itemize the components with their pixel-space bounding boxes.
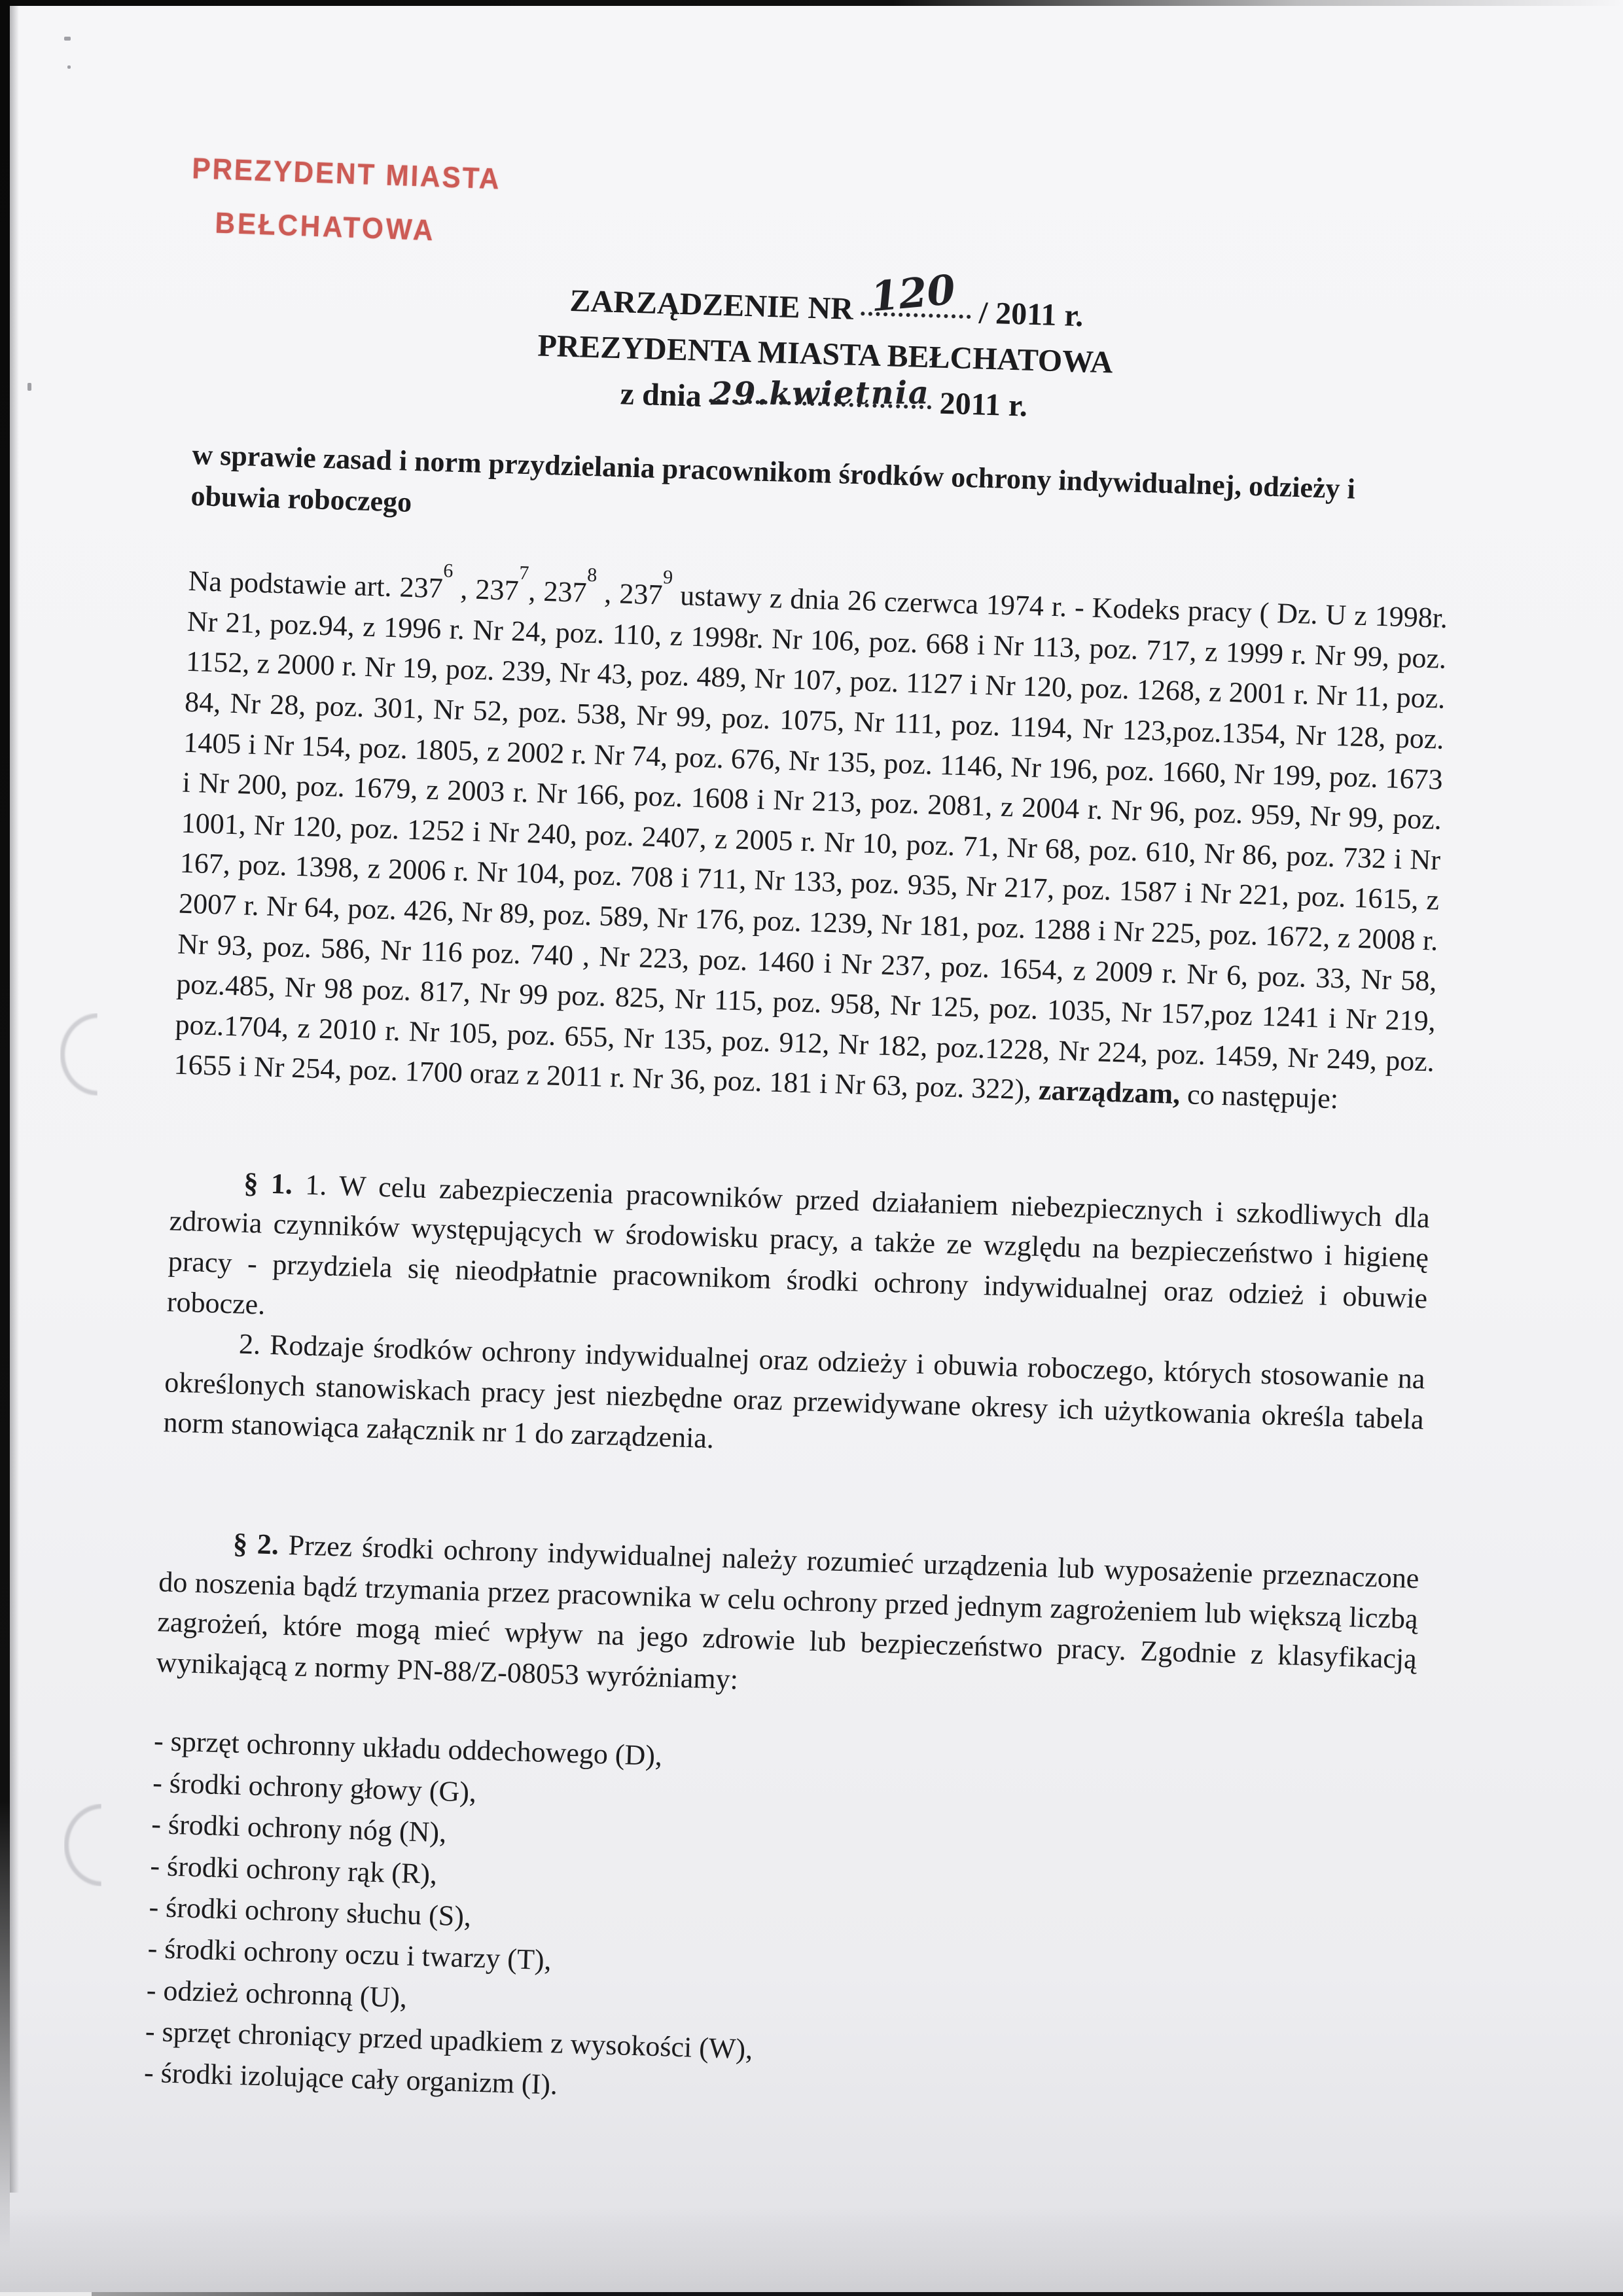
list-item: - środki ochrony rąk (R), xyxy=(149,1849,438,1890)
date-suffix: 2011 r. xyxy=(938,386,1028,423)
section-2-marker: § 2. xyxy=(232,1527,279,1561)
list-item: - środki ochrony nóg (N), xyxy=(151,1808,447,1849)
list-item: - środki ochrony głowy (G), xyxy=(152,1766,477,1808)
list-item: - środki ochrony oczu i twarzy (T), xyxy=(147,1932,552,1977)
list-item: - środki izolujące cały organizm (I). xyxy=(143,2056,558,2101)
list-item: - środki ochrony słuchu (S), xyxy=(148,1890,472,1933)
superscript: 7 xyxy=(518,562,529,584)
zarzadzam-bold: zarządzam, xyxy=(1038,1073,1181,1111)
paragraph-text: Rodzaje środków ochrony indywidualnej oraz odzieży i obuwia roboczego, których stosowanie na określonych stanowiskach pracy jest niezbędne oraz przewidywane okresy ich użytkowania określa tabela norm stanowiąca załącznik nr 1 do zarządzenia. xyxy=(162,1329,1426,1455)
subject-line: w sprawie zasad i norm przydzielania pracownikom środków ochrony indywidualnej, odzieży i obuwia roboczego xyxy=(190,439,1356,518)
paragraph-2 xyxy=(156,1521,1419,1719)
legal-text-segment: ustawy z dnia 26 czerwca 1974 r. - Kodeks pracy ( Dz. U z 1998r. Nr 21, poz.94, z 1996 r. Nr 24, poz. 110, z 1998r. Nr 106, poz. 668 i Nr 113, poz. 717, z 1999 r. Nr 99, poz. 1152, z 2000 r. Nr 19, poz. 239, Nr 43, poz. 489, Nr 107, poz. 1127 i Nr 120, poz. 1268, z 2001 r. Nr 11, poz. 84, Nr 28, poz. 301, Nr 52, poz. 538, Nr 99, poz. 1075, Nr 111, poz. 1194, Nr 123,poz.1354, Nr 128, poz. 1405 i Nr 154, poz. 1805, z 2002 r. Nr 74, poz. 676, Nr 135, poz. 1146, Nr 196, poz. 1660, Nr 199, poz. 1673 i Nr 200, poz. 1679, z 2003 r. Nr 166, poz. 1608 i Nr 213, poz. 2081, z 2004 r. Nr 96, poz. 959, Nr 99, poz. 1001, Nr 120, poz. 1252 i Nr 240, poz. 2407, z 2005 r. Nr 10, poz. 71, Nr 68, poz. 610, Nr 86, poz. 732 i Nr 167, poz. 1398, z 2006 r. Nr 104, poz. 708 i 711, Nr 133, poz. 935, Nr 217, poz. 1587 i Nr 221, poz. 1615, z 2007 r. Nr 64, poz. 426, Nr 89, poz. 589, Nr 176, poz. 1239, Nr 181, poz. 1288 i Nr 225, poz. 1672, z 2008 r. Nr 93, poz. 586, Nr 116 poz. 740 , Nr 223, poz. 1460 i Nr 237, poz. 1654, z 2009 r. Nr 6, poz. 33, Nr 58, poz.485, Nr 98 poz. 817, Nr 99 poz. 825, Nr 115, poz. 958, Nr 125, poz. 1035, Nr 157,poz 1241 i Nr 219, poz.1704, z 2010 r. Nr 105, poz. 655, Nr 135, poz. 912, Nr 182, poz.1228, Nr 224, poz. 1459, Nr 249, poz. 1655 i Nr 254, poz. 1700 oraz z 2011 r. Nr 36, poz. 181 i Nr 63, poz. 322), xyxy=(173,579,1448,1106)
legal-text-segment: co następuje: xyxy=(1186,1078,1339,1115)
point-number: 1. xyxy=(304,1168,328,1202)
stamp-line-2: BEŁCHATOWA xyxy=(214,206,437,247)
scan-speck xyxy=(67,65,71,69)
list-item: - sprzęt ochronny układu oddechowego (D), xyxy=(153,1725,663,1772)
stamp-line-1: PREZYDENT MIASTA xyxy=(191,151,502,196)
handwritten-date: 29.kwietnia xyxy=(710,374,931,413)
document-body xyxy=(143,267,1457,2131)
mayor-office-red-stamp xyxy=(190,151,522,250)
scan-speck xyxy=(27,383,31,391)
paragraph-text: Przez środki ochrony indywidualnej należy rozumieć urządzenia lub wyposażenie przeznaczone do noszenia bądź trzymania przez pracownika w celu ochrony przed jednym zagrożeniem lub większą liczbą zagrożeń, które mogą mieć wpływ na jego zdrowie lub bezpieczeństwo pracy. Zgodnie z klasyfikacją wynikającą z normy PN-88/Z-08053 wyróżniamy: xyxy=(156,1529,1420,1696)
superscript: 6 xyxy=(442,560,454,582)
date-prefix: z dnia xyxy=(620,376,702,414)
superscript: 9 xyxy=(662,566,673,588)
handwritten-ordinance-number: 120 xyxy=(868,266,958,321)
scanner-edge-top xyxy=(0,0,1623,6)
ordinance-title-line-2: PREZYDENTA MIASTA BEŁCHATOWA xyxy=(537,328,1114,380)
superscript: 8 xyxy=(586,564,597,586)
legal-text-segment: , 237 xyxy=(452,572,520,607)
list-item: - odzież ochronną (U), xyxy=(146,1973,408,2014)
scanner-edge-left-shadow xyxy=(10,0,19,2193)
scanner-edge-bottom xyxy=(92,2292,1623,2296)
section-1-marker: § 1. xyxy=(243,1166,293,1200)
paragraph-text: W celu zabezpieczenia pracowników przed działaniem niebezpiecznych i szkodliwych dla zdrowia czynników występujących w środowisku pracy, a także ze względu na bezpieczeństwo i higienę pracy - przydziela się nieodpłatnie pracownikom środki ochrony indywidualnej oraz odzież i obuwie robocze. xyxy=(166,1169,1431,1321)
point-number: 2. xyxy=(238,1327,261,1361)
ordinance-date-field xyxy=(709,375,932,413)
ordinance-number-field xyxy=(861,266,971,323)
legal-basis-paragraph xyxy=(173,561,1448,1122)
scan-bottom-shading xyxy=(0,2207,1623,2292)
title-prefix: ZARZĄDZENIE NR xyxy=(569,283,854,327)
legal-text-segment: Na podstawie art. 237 xyxy=(188,564,444,605)
scan-speck xyxy=(64,37,71,41)
title-suffix: / 2011 r. xyxy=(978,295,1084,334)
scanner-edge-left xyxy=(0,0,10,2251)
list-item: - sprzęt chroniący przed upadkiem z wysokości (W), xyxy=(145,2015,753,2066)
protection-types-list xyxy=(143,1720,1414,2130)
legal-text-segment: , 237 xyxy=(527,575,588,609)
legal-text-segment: , 237 xyxy=(596,577,664,611)
